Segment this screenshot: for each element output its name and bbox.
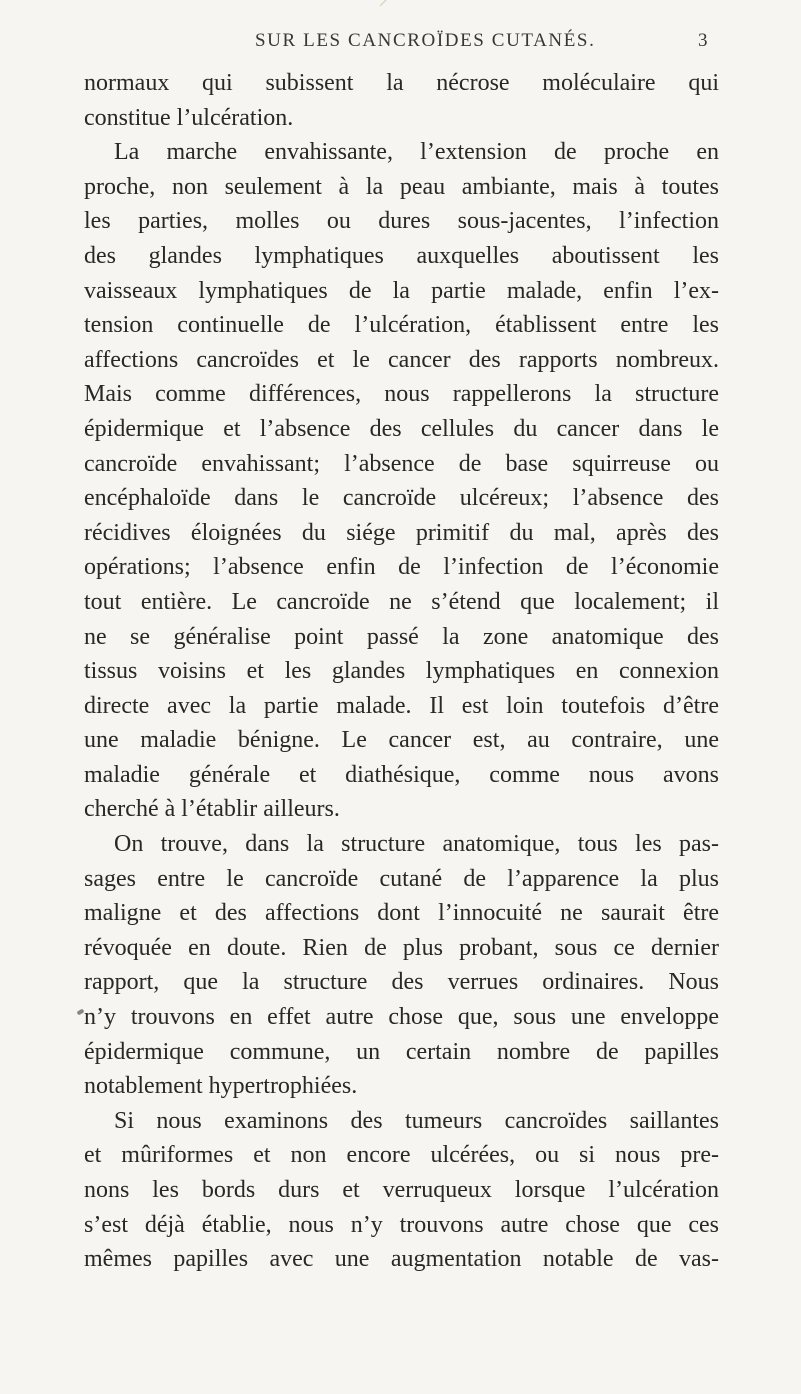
text-line: et mûriformes et non encore ulcérées, ou si nous pre- [84, 1142, 719, 1169]
text-line: La marche envahissante, l’extension de proche en [114, 139, 719, 166]
text-line: tissus voisins et les glandes lymphatiques en connexion [84, 658, 719, 685]
text-line: tout entière. Le cancroïde ne s’étend que localement; il [84, 588, 719, 615]
text-line: maladie générale et diathésique, comme nous avons [84, 761, 719, 788]
text-line: affections cancroïdes et le cancer des rapports nombreux. [84, 346, 719, 373]
text-line: On trouve, dans la structure anatomique, tous les pas- [114, 831, 719, 858]
text-line: Si nous examinons des tumeurs cancroïdes saillantes [114, 1107, 719, 1134]
text-line: opérations; l’absence enfin de l’infection de l’économie [84, 554, 719, 581]
text-line: les parties, molles ou dures sous-jacentes, l’infection [84, 208, 719, 235]
text-line: cherché à l’établir ailleurs. [84, 796, 340, 823]
text-line: Mais comme différences, nous rappellerons la structure [84, 381, 719, 408]
ink-mark [380, 0, 398, 15]
text-line: révoquée en doute. Rien de plus probant, sous ce dernier [84, 934, 719, 961]
text-line: mêmes papilles avec une augmentation notable de vas- [84, 1246, 719, 1273]
text-line: vaisseaux lymphatiques de la partie malade, enfin l’ex- [84, 277, 719, 304]
text-line: rapport, que la structure des verrues ordinaires. Nous [84, 969, 719, 996]
text-line: maligne et des affections dont l’innocuité ne saurait être [84, 900, 719, 927]
text-line: épidermique commune, un certain nombre de papilles [84, 1038, 719, 1065]
text-line: notablement hypertrophiées. [84, 1073, 358, 1100]
text-line: cancroïde envahissant; l’absence de base squirreuse ou [84, 450, 719, 477]
text-line: tension continuelle de l’ulcération, établissent entre les [84, 312, 719, 339]
text-line: ne se généralise point passé la zone anatomique des [84, 623, 719, 650]
text-line: récidives éloignées du siége primitif du mal, après des [84, 519, 719, 546]
text-line: épidermique et l’absence des cellules du cancer dans le [84, 415, 719, 442]
text-line: des glandes lymphatiques auxquelles aboutissent les [84, 242, 719, 269]
text-line: n’y trouvons en effet autre chose que, sous une enveloppe [84, 1004, 719, 1031]
text-line: sages entre le cancroïde cutané de l’apparence la plus [84, 865, 719, 892]
text-line: directe avec la partie malade. Il est loin toutefois d’être [84, 692, 719, 719]
page-number: 3 [698, 30, 708, 51]
text-line: normaux qui subissent la nécrose moléculaire qui [84, 70, 719, 96]
running-header [0, 30, 801, 58]
text-line: proche, non seulement à la peau ambiante, mais à toutes [84, 173, 719, 200]
running-title: SUR LES CANCROÏDES CUTANÉS. [255, 30, 596, 51]
text-line: encéphaloïde dans le cancroïde ulcéreux; l’absence des [84, 485, 719, 512]
text-line: s’est déjà établie, nous n’y trouvons autre chose que ces [84, 1211, 719, 1238]
text-line: une maladie bénigne. Le cancer est, au contraire, une [84, 727, 719, 754]
text-line: constitue l’ulcération. [84, 104, 294, 131]
text-line: nons les bords durs et verruqueux lorsque l’ulcération [84, 1177, 719, 1203]
body-text [84, 66, 719, 1277]
